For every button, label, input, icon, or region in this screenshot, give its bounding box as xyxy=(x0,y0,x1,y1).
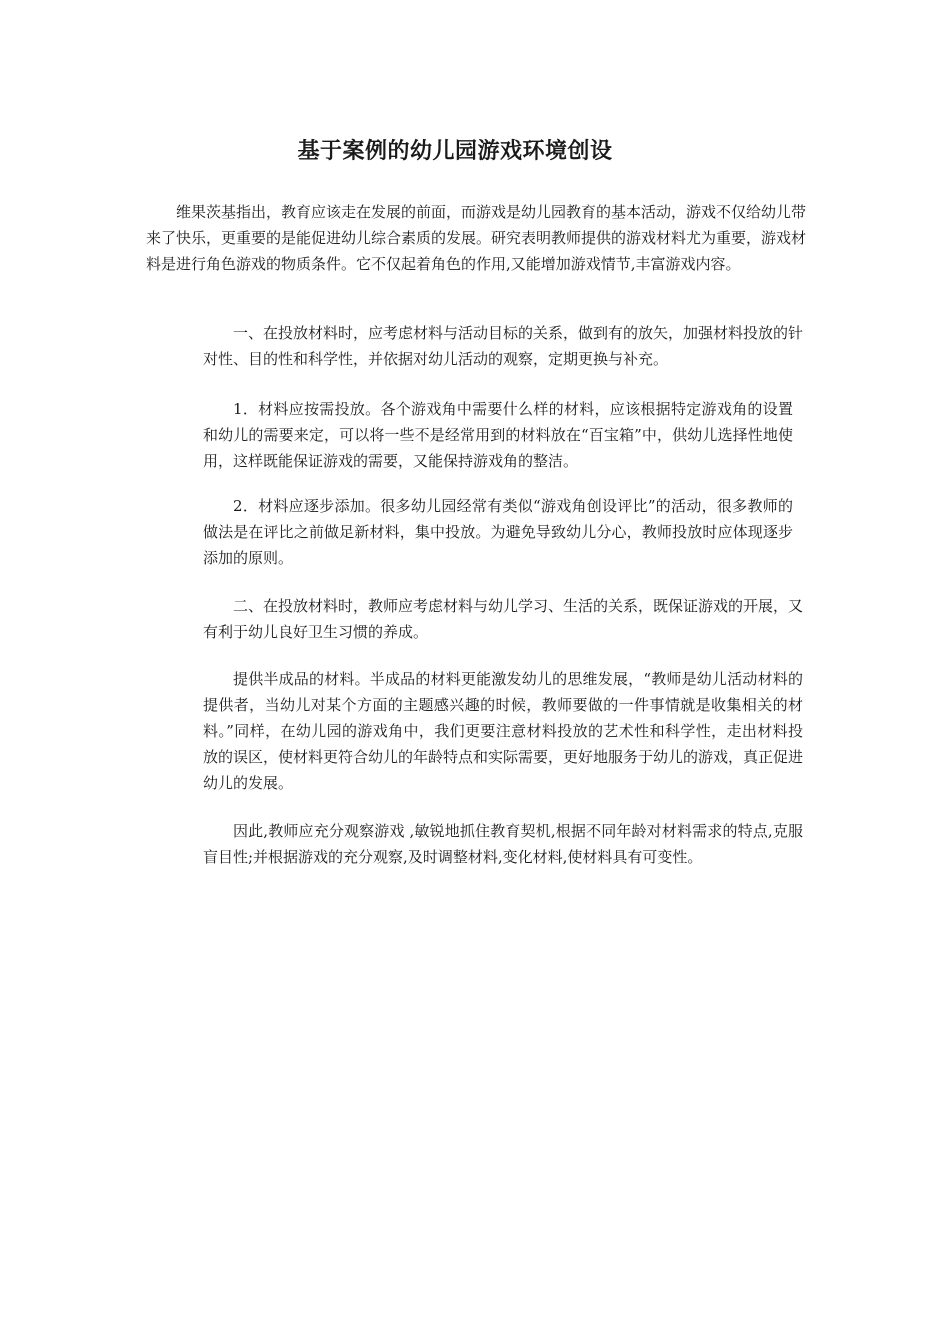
paragraph-semi-finished-materials: 提供半成品的材料。半成品的材料更能激发幼儿的思维发展，“教师是幼儿活动材料的提供者，当幼儿对某个方面的主题感兴趣的时候，教师要做的一件事情就是收集相关的材料。”同样，在幼儿园的游戏角中，我们更要注意材料投放的艺术性和科学性，走出材料投放的误区，使材料更符合幼儿的年龄特点和实际需要，更好地服务于幼儿的游戏，真正促进幼儿的发展。 xyxy=(203,670,804,792)
paragraph-section-1: 一、在投放材料时，应考虑材料与活动目标的关系，做到有的放矢，加强材料投放的针对性、目的性和科学性，并依据对幼儿活动的观察，定期更换与补充。 xyxy=(203,324,804,368)
paragraph-item-2: 2．材料应逐步添加。很多幼儿园经常有类似“游戏角创设评比”的活动，很多教师的做法是在评比之前做足新材料，集中投放。为避免导致幼儿分心，教师投放时应体现逐步添加的原则。 xyxy=(203,497,793,567)
paragraph-intro: 维果茨基指出，教育应该走在发展的前面，而游戏是幼儿园教育的基本活动，游戏不仅给幼儿带来了快乐，更重要的是能促进幼儿综合素质的发展。研究表明教师提供的游戏材料尤为重要，游戏材料是进行角色游戏的物质条件。它不仅起着角色的作用,又能增加游戏情节,丰富游戏内容。 xyxy=(146,203,807,273)
paragraph-conclusion: 因此,教师应充分观察游戏 ,敏锐地抓住教育契机,根据不同年龄对材料需求的特点,克服盲目性;并根据游戏的充分观察,及时调整材料,变化材料,使材料具有可变性。 xyxy=(203,822,803,866)
document-title: 基于案例的幼儿园游戏环境创设 xyxy=(297,138,613,164)
paragraph-section-2: 二、在投放材料时，教师应考虑材料与幼儿学习、生活的关系，既保证游戏的开展，又有利于幼儿良好卫生习惯的养成。 xyxy=(203,597,804,641)
paragraph-item-1: 1．材料应按需投放。各个游戏角中需要什么样的材料，应该根据特定游戏角的设置和幼儿的需要来定，可以将一些不是经常用到的材料放在“百宝箱”中，供幼儿选择性地使用，这样既能保证游戏的需要，又能保持游戏角的整洁。 xyxy=(203,400,793,470)
